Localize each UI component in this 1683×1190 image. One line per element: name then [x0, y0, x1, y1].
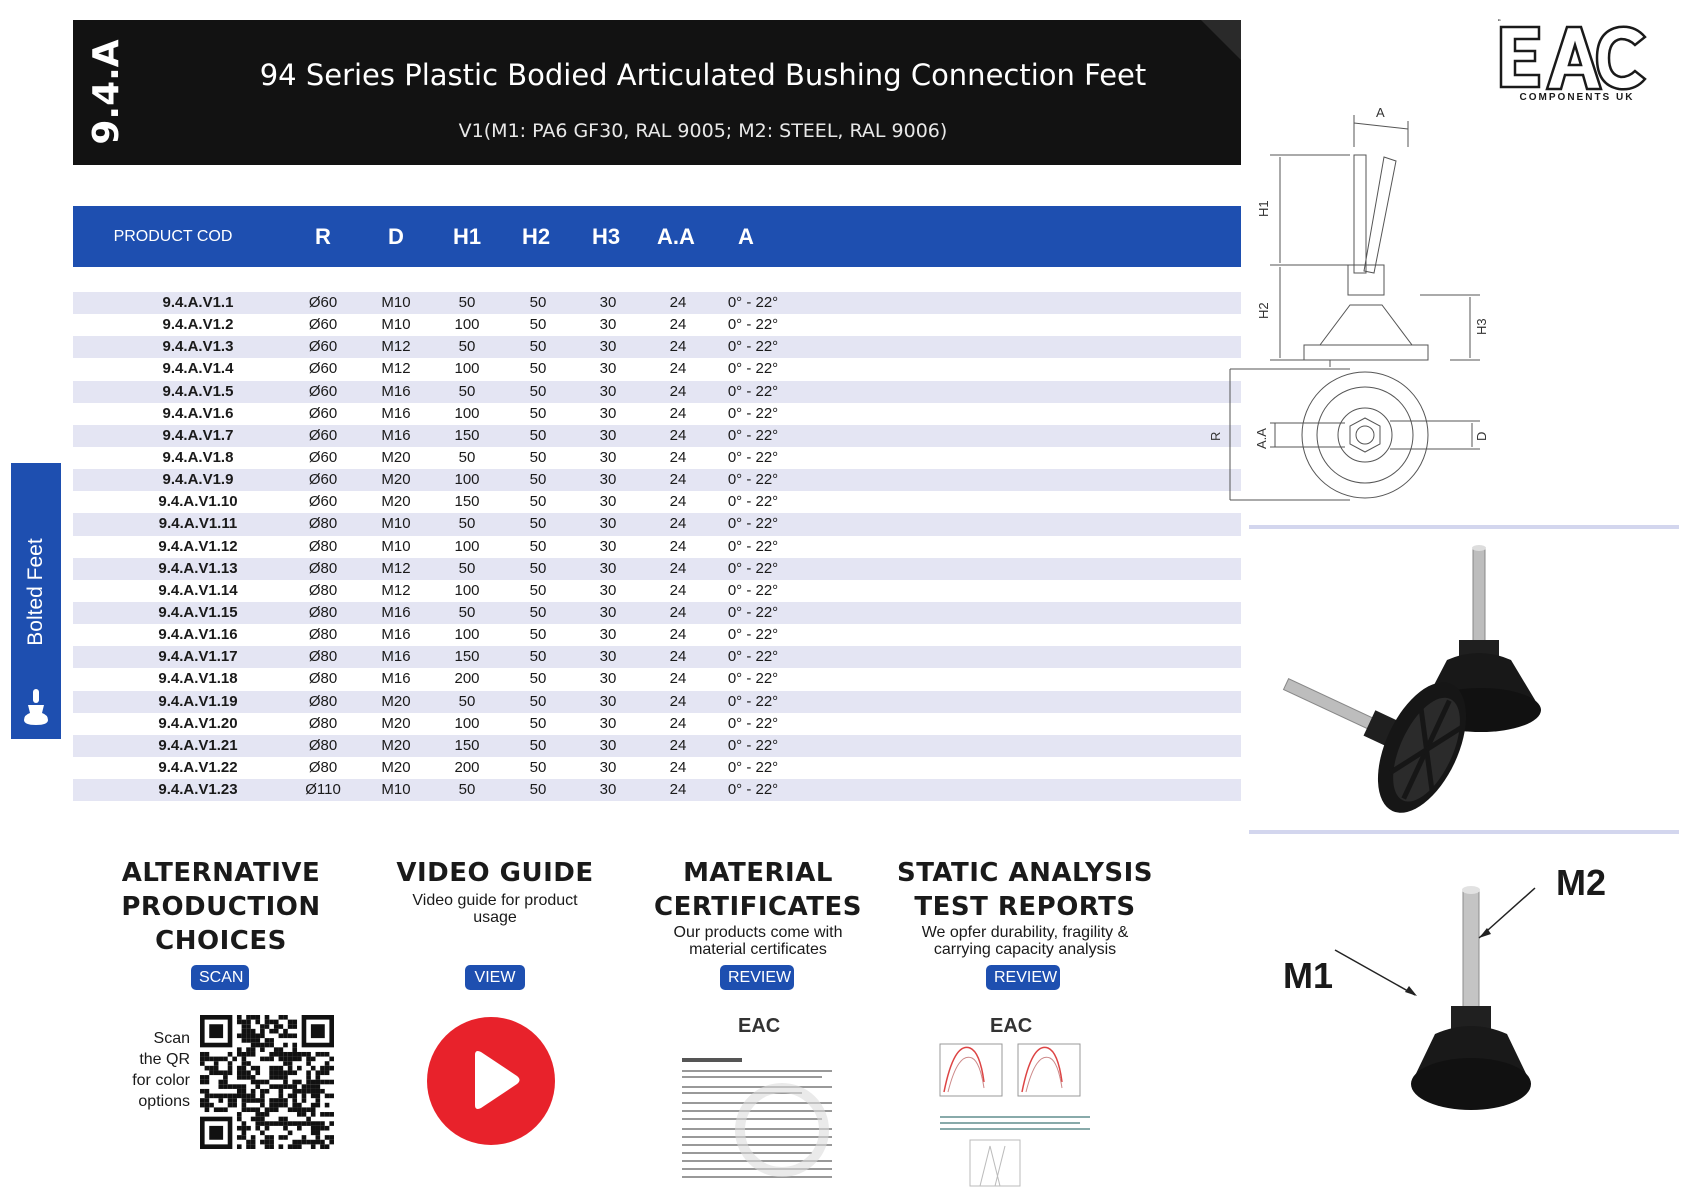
table-row [73, 668, 1241, 690]
h1-cell: 100 [454, 404, 480, 422]
r-cell: Ø80 [308, 714, 338, 732]
h3-cell: 30 [599, 404, 617, 422]
product-code-cell: 9.4.A.V1.9 [162, 471, 234, 489]
h2-cell: 50 [529, 781, 547, 799]
d-cell: M16 [381, 626, 411, 644]
h2-cell: 50 [529, 426, 547, 444]
report-brand: EAC [990, 1015, 1033, 1037]
d-cell: M10 [381, 316, 411, 334]
product-code-cell: 9.4.A.V1.3 [162, 338, 234, 356]
table-row [73, 779, 1241, 801]
product-code-cell: 9.4.A.V1.19 [158, 692, 238, 710]
product-code-cell: 9.4.A.V1.16 [158, 626, 238, 644]
d-cell: M20 [381, 448, 411, 466]
product-code-cell: 9.4.A.V1.7 [162, 426, 234, 444]
static-description: We opfer durability, fragility & carrying capacity analysis [921, 924, 1129, 958]
video-guide-section [370, 856, 620, 926]
product-code-cell: 9.4.A.V1.22 [158, 758, 238, 776]
r-cell: Ø60 [308, 382, 338, 400]
h3-cell: 30 [599, 781, 617, 799]
table-row [73, 624, 1241, 646]
aa-cell: 24 [669, 781, 687, 799]
r-cell: Ø60 [308, 360, 338, 378]
a-cell: 0° - 22° [727, 736, 779, 754]
table-row [73, 646, 1241, 668]
scan-line: Scan [153, 1030, 190, 1047]
h1-cell: 100 [454, 471, 480, 489]
certificate-brand: EAC [738, 1015, 781, 1037]
h1-cell: 150 [454, 493, 480, 511]
h3-cell: 30 [599, 448, 617, 466]
h2-cell: 50 [529, 316, 547, 334]
table-row [73, 580, 1241, 602]
aa-cell: 24 [669, 670, 687, 688]
aa-cell: 24 [669, 493, 687, 511]
h3-cell: 30 [599, 758, 617, 776]
a-cell: 0° - 22° [727, 626, 779, 644]
h2-cell: 50 [529, 448, 547, 466]
h1-cell: 100 [454, 360, 480, 378]
column-header-h2: H2 [521, 224, 551, 249]
aa-cell: 24 [669, 537, 687, 555]
a-cell: 0° - 22° [727, 603, 779, 621]
static-report-thumbnail[interactable] [930, 1010, 1100, 1190]
product-code-cell: 9.4.A.V1.12 [158, 537, 238, 555]
h2-cell: 50 [529, 537, 547, 555]
scan-line: for color [132, 1072, 190, 1089]
h1-cell: 50 [458, 603, 476, 621]
h2-cell: 50 [529, 758, 547, 776]
aa-cell: 24 [669, 471, 687, 489]
aa-cell: 24 [669, 515, 687, 533]
dim-label-aa: A.A [1254, 428, 1269, 449]
r-cell: Ø80 [308, 692, 338, 710]
scan-line: the QR [139, 1051, 190, 1068]
aa-cell: 24 [669, 559, 687, 577]
d-cell: M16 [381, 670, 411, 688]
h2-cell: 50 [529, 714, 547, 732]
h2-cell: 50 [529, 471, 547, 489]
d-cell: M20 [381, 736, 411, 754]
h1-cell: 200 [454, 670, 480, 688]
a-cell: 0° - 22° [727, 316, 779, 334]
column-header-d: D [388, 224, 404, 249]
dim-label-h1: H1 [1256, 200, 1271, 217]
static-title-line2: TEST REPORTS [914, 892, 1136, 922]
a-cell: 0° - 22° [727, 581, 779, 599]
aa-cell: 24 [669, 382, 687, 400]
table-row [73, 558, 1241, 580]
table-row [73, 336, 1241, 358]
d-cell: M10 [381, 294, 411, 311]
product-code-cell: 9.4.A.V1.11 [158, 515, 238, 533]
h3-cell: 30 [599, 294, 617, 311]
table-row [73, 491, 1241, 513]
r-cell: Ø80 [308, 648, 338, 666]
material-label-m1: M1 [1283, 955, 1334, 996]
panel-divider [1249, 830, 1679, 834]
h3-cell: 30 [599, 559, 617, 577]
table-row [73, 602, 1241, 624]
h3-cell: 30 [599, 426, 617, 444]
product-code-cell: 9.4.A.V1.17 [158, 648, 238, 666]
h1-cell: 100 [454, 581, 480, 599]
r-cell: Ø80 [308, 515, 338, 533]
logo-subtitle: COMPONENTS UK [1519, 92, 1635, 103]
h3-cell: 30 [599, 338, 617, 356]
h2-cell: 50 [529, 626, 547, 644]
d-cell: M12 [381, 360, 411, 378]
column-header-h1: H1 [452, 224, 482, 249]
dim-label-d: D [1474, 431, 1489, 441]
aa-cell: 24 [669, 338, 687, 356]
r-cell: Ø60 [308, 471, 338, 489]
h3-cell: 30 [599, 360, 617, 378]
h1-cell: 50 [458, 692, 476, 710]
column-header-h3: H3 [591, 224, 621, 249]
video-description: Video guide for product usage [412, 892, 578, 926]
aa-cell: 24 [669, 692, 687, 710]
a-cell: 0° - 22° [727, 781, 779, 799]
d-cell: M20 [381, 758, 411, 776]
dim-label-h2: H2 [1256, 302, 1271, 319]
table-row [73, 713, 1241, 735]
h3-cell: 30 [599, 603, 617, 621]
aa-cell: 24 [669, 626, 687, 644]
d-cell: M16 [381, 382, 411, 400]
h1-cell: 200 [454, 758, 480, 776]
product-code-cell: 9.4.A.V1.15 [158, 603, 238, 621]
table-row [73, 314, 1241, 336]
dim-label-a: A [1376, 105, 1385, 120]
table-row [73, 381, 1241, 403]
static-analysis-section [890, 856, 1160, 958]
product-code-cell: 9.4.A.V1.4 [162, 360, 234, 378]
a-cell: 0° - 22° [727, 471, 779, 489]
alternative-title-line3: CHOICES [155, 926, 287, 956]
scan-line: options [138, 1093, 190, 1110]
h2-cell: 50 [529, 404, 547, 422]
material-label-m2: M2 [1556, 862, 1607, 903]
dim-label-r: R [1208, 431, 1223, 441]
h3-cell: 30 [599, 515, 617, 533]
h2-cell: 50 [529, 360, 547, 378]
h1-cell: 100 [454, 626, 480, 644]
category-tab[interactable] [11, 463, 61, 739]
r-cell: Ø80 [308, 758, 338, 776]
qr-code[interactable] [200, 1015, 334, 1149]
aa-cell: 24 [669, 360, 687, 378]
aa-cell: 24 [669, 448, 687, 466]
aa-cell: 24 [669, 316, 687, 334]
a-cell: 0° - 22° [727, 338, 779, 356]
a-cell: 0° - 22° [727, 692, 779, 710]
column-header-aa: A.A [657, 224, 695, 249]
h1-cell: 150 [454, 648, 480, 666]
table-row [73, 469, 1241, 491]
d-cell: M12 [381, 581, 411, 599]
h3-cell: 30 [599, 471, 617, 489]
aa-cell: 24 [669, 758, 687, 776]
table-row [73, 691, 1241, 713]
d-cell: M20 [381, 493, 411, 511]
a-cell: 0° - 22° [727, 559, 779, 577]
r-cell: Ø80 [308, 537, 338, 555]
scan-instructions [110, 1028, 190, 1112]
d-cell: M10 [381, 781, 411, 799]
h2-cell: 50 [529, 603, 547, 621]
d-cell: M16 [381, 404, 411, 422]
product-code-cell: 9.4.A.V1.14 [158, 581, 238, 599]
r-cell: Ø80 [308, 670, 338, 688]
h3-cell: 30 [599, 692, 617, 710]
aa-cell: 24 [669, 404, 687, 422]
product-code-cell: 9.4.A.V1.21 [158, 736, 238, 754]
h2-cell: 50 [529, 493, 547, 511]
h1-cell: 50 [458, 448, 476, 466]
table-row [73, 735, 1241, 757]
d-cell: M12 [381, 338, 411, 356]
technical-drawing [1208, 105, 1600, 535]
a-cell: 0° - 22° [727, 382, 779, 400]
aa-cell: 24 [669, 294, 687, 311]
aa-cell: 24 [669, 581, 687, 599]
h2-cell: 50 [529, 294, 547, 311]
h1-cell: 50 [458, 559, 476, 577]
r-cell: Ø80 [308, 736, 338, 754]
d-cell: M10 [381, 537, 411, 555]
a-cell: 0° - 22° [727, 493, 779, 511]
aa-cell: 24 [669, 603, 687, 621]
alternative-title-line2: PRODUCTION [121, 892, 321, 922]
scan-button[interactable]: SCAN [191, 965, 249, 990]
product-table-body [73, 292, 1241, 801]
h2-cell: 50 [529, 670, 547, 688]
h1-cell: 50 [458, 294, 476, 311]
page-title: 94 Series Plastic Bodied Articulated Bushing Connection Feet [259, 58, 1147, 92]
product-code-cell: 9.4.A.V1.23 [158, 781, 238, 799]
table-row [73, 513, 1241, 535]
view-button[interactable]: VIEW [465, 965, 525, 990]
h3-cell: 30 [599, 537, 617, 555]
a-cell: 0° - 22° [727, 714, 779, 732]
h3-cell: 30 [599, 493, 617, 511]
r-cell: Ø110 [305, 781, 341, 799]
d-cell: M20 [381, 471, 411, 489]
a-cell: 0° - 22° [727, 404, 779, 422]
table-header [73, 206, 1241, 267]
h2-cell: 50 [529, 692, 547, 710]
foot-icon [24, 689, 48, 727]
static-title-line1: STATIC ANALYSIS [896, 858, 1154, 888]
h3-cell: 30 [599, 670, 617, 688]
h1-cell: 100 [454, 714, 480, 732]
r-cell: Ø60 [308, 338, 338, 356]
product-code-cell: 9.4.A.V1.20 [158, 714, 238, 732]
alternative-title-line1: ALTERNATIVE [121, 858, 321, 888]
h3-cell: 30 [599, 648, 617, 666]
h1-cell: 100 [454, 316, 480, 334]
r-cell: Ø60 [308, 448, 338, 466]
product-code-cell: 9.4.A.V1.18 [158, 670, 238, 688]
h1-cell: 50 [458, 382, 476, 400]
a-cell: 0° - 22° [727, 426, 779, 444]
r-cell: Ø60 [308, 294, 338, 311]
a-cell: 0° - 22° [727, 294, 779, 311]
h2-cell: 50 [529, 515, 547, 533]
svg-text:“: “ [1498, 18, 1501, 27]
aa-cell: 24 [669, 714, 687, 732]
header-banner [73, 20, 1241, 165]
r-cell: Ø80 [308, 559, 338, 577]
table-row [73, 757, 1241, 779]
product-code-cell: 9.4.A.V1.5 [162, 382, 234, 400]
video-title: VIDEO GUIDE [396, 858, 594, 888]
product-code-cell: 9.4.A.V1.10 [158, 493, 238, 511]
h2-cell: 50 [529, 559, 547, 577]
h1-cell: 50 [458, 781, 476, 799]
dim-label-h3: H3 [1474, 318, 1489, 335]
r-cell: Ø60 [308, 493, 338, 511]
material-title-line1: MATERIAL [683, 858, 833, 888]
d-cell: M16 [381, 426, 411, 444]
h2-cell: 50 [529, 382, 547, 400]
h3-cell: 30 [599, 382, 617, 400]
material-review-button[interactable]: REVIEW [720, 965, 794, 990]
h2-cell: 50 [529, 338, 547, 356]
product-code-cell: 9.4.A.V1.13 [158, 559, 238, 577]
table-row [73, 403, 1241, 425]
product-code-cell: 9.4.A.V1.2 [162, 316, 234, 334]
table-row [73, 536, 1241, 558]
series-code: 9.4.A [86, 39, 127, 145]
h2-cell: 50 [529, 736, 547, 754]
table-row [73, 425, 1241, 447]
h2-cell: 50 [529, 648, 547, 666]
static-review-button[interactable]: REVIEW [986, 965, 1060, 990]
table-row [73, 292, 1241, 314]
material-title-line2: CERTIFICATES [654, 892, 862, 922]
h3-cell: 30 [599, 581, 617, 599]
aa-cell: 24 [669, 648, 687, 666]
product-photo-pair [1255, 540, 1665, 830]
product-code-cell: 9.4.A.V1.6 [162, 404, 234, 422]
column-header-a: A [738, 224, 754, 249]
r-cell: Ø80 [308, 626, 338, 644]
table-row [73, 447, 1241, 469]
column-header-product-code: PRODUCT COD [113, 228, 233, 245]
a-cell: 0° - 22° [727, 360, 779, 378]
a-cell: 0° - 22° [727, 537, 779, 555]
d-cell: M16 [381, 648, 411, 666]
d-cell: M20 [381, 692, 411, 710]
alternative-production-section [96, 856, 346, 958]
d-cell: M10 [381, 515, 411, 533]
r-cell: Ø60 [308, 426, 338, 444]
a-cell: 0° - 22° [727, 448, 779, 466]
d-cell: M20 [381, 714, 411, 732]
h3-cell: 30 [599, 316, 617, 334]
aa-cell: 24 [669, 736, 687, 754]
h2-cell: 50 [529, 581, 547, 599]
material-certificate-thumbnail[interactable] [672, 1010, 842, 1190]
h3-cell: 30 [599, 714, 617, 732]
h3-cell: 30 [599, 736, 617, 754]
product-code-cell: 9.4.A.V1.1 [162, 294, 234, 311]
material-description: Our products come with material certificates [673, 924, 843, 958]
h1-cell: 50 [458, 338, 476, 356]
a-cell: 0° - 22° [727, 670, 779, 688]
h1-cell: 100 [454, 537, 480, 555]
table-row [73, 358, 1241, 380]
r-cell: Ø60 [308, 404, 338, 422]
a-cell: 0° - 22° [727, 758, 779, 776]
aa-cell: 24 [669, 426, 687, 444]
panel-divider [1249, 525, 1679, 529]
material-certificates-section [633, 856, 883, 958]
r-cell: Ø80 [308, 581, 338, 599]
d-cell: M12 [381, 559, 411, 577]
category-tab-label: Bolted Feet [24, 538, 47, 646]
r-cell: Ø80 [308, 603, 338, 621]
h1-cell: 150 [454, 426, 480, 444]
a-cell: 0° - 22° [727, 515, 779, 533]
h1-cell: 50 [458, 515, 476, 533]
a-cell: 0° - 22° [727, 648, 779, 666]
h3-cell: 30 [599, 626, 617, 644]
h1-cell: 150 [454, 736, 480, 754]
play-icon[interactable] [425, 1015, 557, 1147]
r-cell: Ø60 [308, 316, 338, 334]
product-code-cell: 9.4.A.V1.8 [162, 448, 234, 466]
page-subtitle: V1(M1: PA6 GF30, RAL 9005; M2: STEEL, RAL 9006) [458, 120, 948, 142]
d-cell: M16 [381, 603, 411, 621]
column-header-r: R [315, 224, 331, 249]
